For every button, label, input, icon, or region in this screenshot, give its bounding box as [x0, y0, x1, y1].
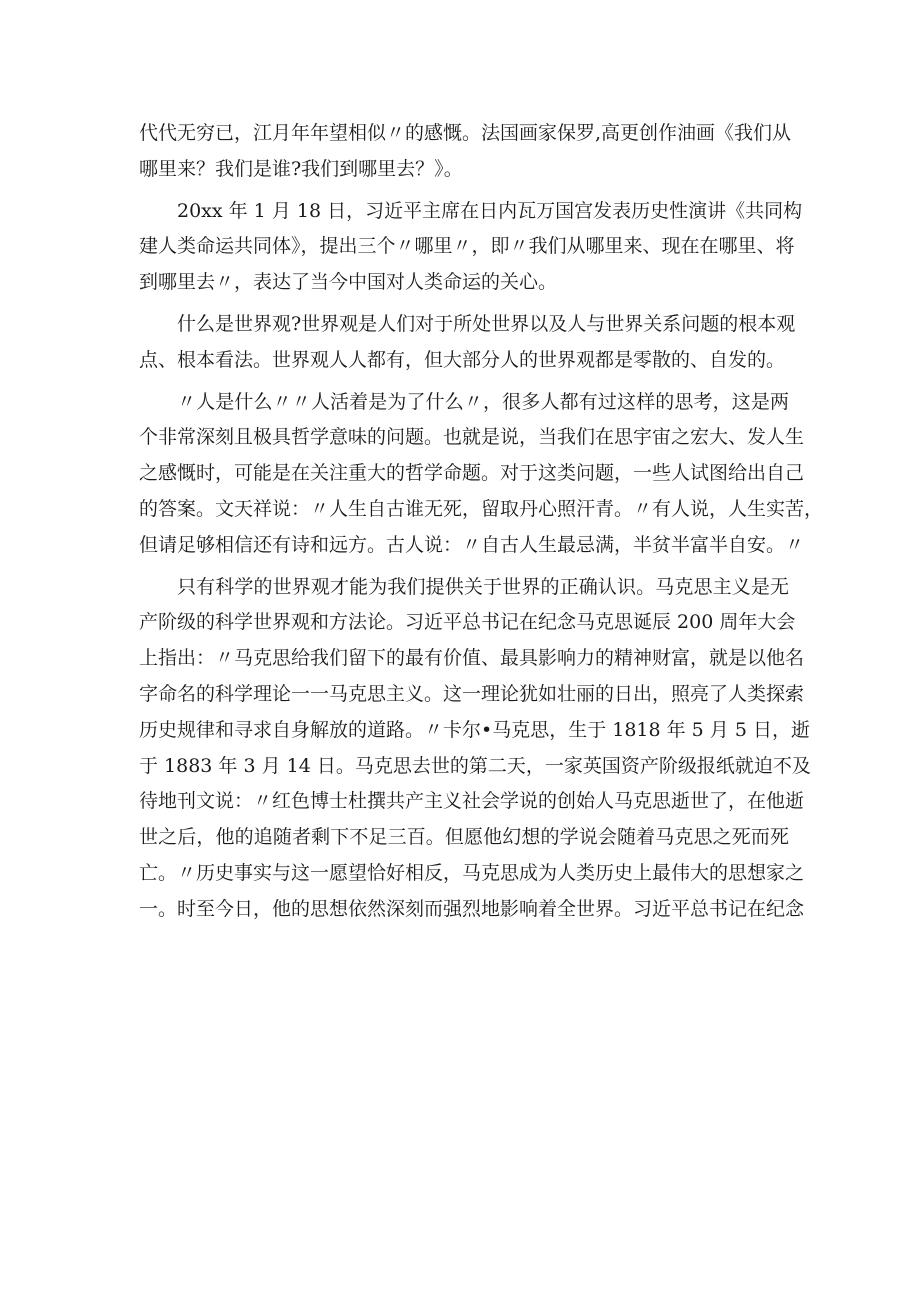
text-line: 历史规律和寻求自身解放的道路。〃卡尔•马克思，生于 1818 年 5 月 5 日，逝 [139, 718, 810, 741]
text-line: 建人类命运共同体》，提出三个〃哪里〃，即〃我们从哪里来、现在在哪里、将 [139, 235, 795, 258]
paragraph [139, 570, 811, 928]
paragraph [139, 385, 824, 564]
text-line: 上指出：〃马克思给我们留下的最有价值、最具影响力的精神财富，就是以他名 [139, 647, 805, 670]
text-line: 哪里来？我们是谁?我们到哪里去？》。 [139, 157, 463, 180]
text-line: 待地刊文说：〃红色博士杜撰共产主义社会学说的创始人马克思逝世了，在他逝 [139, 790, 805, 813]
text-line: 字命名的科学理论一一马克思主义。这一理论犹如壮丽的日出，照亮了人类探索 [139, 682, 805, 705]
text-line: 到哪里去〃，表达了当今中国对人类命运的关心。 [139, 271, 558, 294]
paragraph [139, 194, 803, 301]
text-line: 个非常深刻且极具哲学意味的问题。也就是说，当我们在思宇宙之宏大、发人生 [139, 426, 805, 449]
text-line: 但请足够相信还有诗和远方。古人说：〃自古人生最忌满，半贫半富半自安。〃 [139, 533, 805, 556]
text-line: 世之后，他的追随者剩下不足三百。但愿他幻想的学说会随着马克思之死而死 [139, 826, 789, 849]
text-line: 一。时至今日，他的思想依然深刻而强烈地影响着全世界。习近平总书记在纪念 [139, 897, 805, 920]
paragraph [139, 116, 792, 188]
text-line: 只有科学的世界观才能为我们提供关于世界的正确认识。马克思主义是无 [177, 575, 789, 598]
text-line: 点、根本看法。世界观人人都有，但大部分人的世界观都是零散的、自发的。 [139, 348, 786, 371]
text-line: 〃人是什么〃〃人活着是为了什么〃，很多人都有过这样的思考，这是两 [177, 390, 789, 413]
text-line: 代代无穷已，江月年年望相似〃的感慨。法国画家保罗,高更创作油画《我们从 [139, 122, 792, 144]
paragraph [139, 307, 796, 379]
text-line: 亡。〃历史事实与这一愿望恰好相反，马克思成为人类历史上最伟大的思想家之 [139, 861, 805, 884]
text-line: 产阶级的科学世界观和方法论。习近平总书记在纪念马克思诞辰 200 周年大会 [139, 611, 796, 634]
text-line: 什么是世界观?世界观是人们对于所处世界以及人与世界关系问题的根本观 [177, 312, 796, 335]
text-line: 之感慨时，可能是在关注重大的哲学命题。对于这类问题，一些人试图给出自己 [139, 462, 805, 485]
text-line: 于 1883 年 3 月 14 日。马克思去世的第二天，一家英国资产阶级报纸就迫不及 [139, 754, 811, 777]
text-line: 20xx 年 1 月 18 日，习近平主席在日内瓦万国宫发表历史性演讲《共同构 [177, 199, 803, 222]
document-body [139, 116, 824, 928]
text-line: 的答案。文天祥说：〃人生自古谁无死，留取丹心照汗青。〃有人说，人生实苦， [139, 497, 824, 520]
